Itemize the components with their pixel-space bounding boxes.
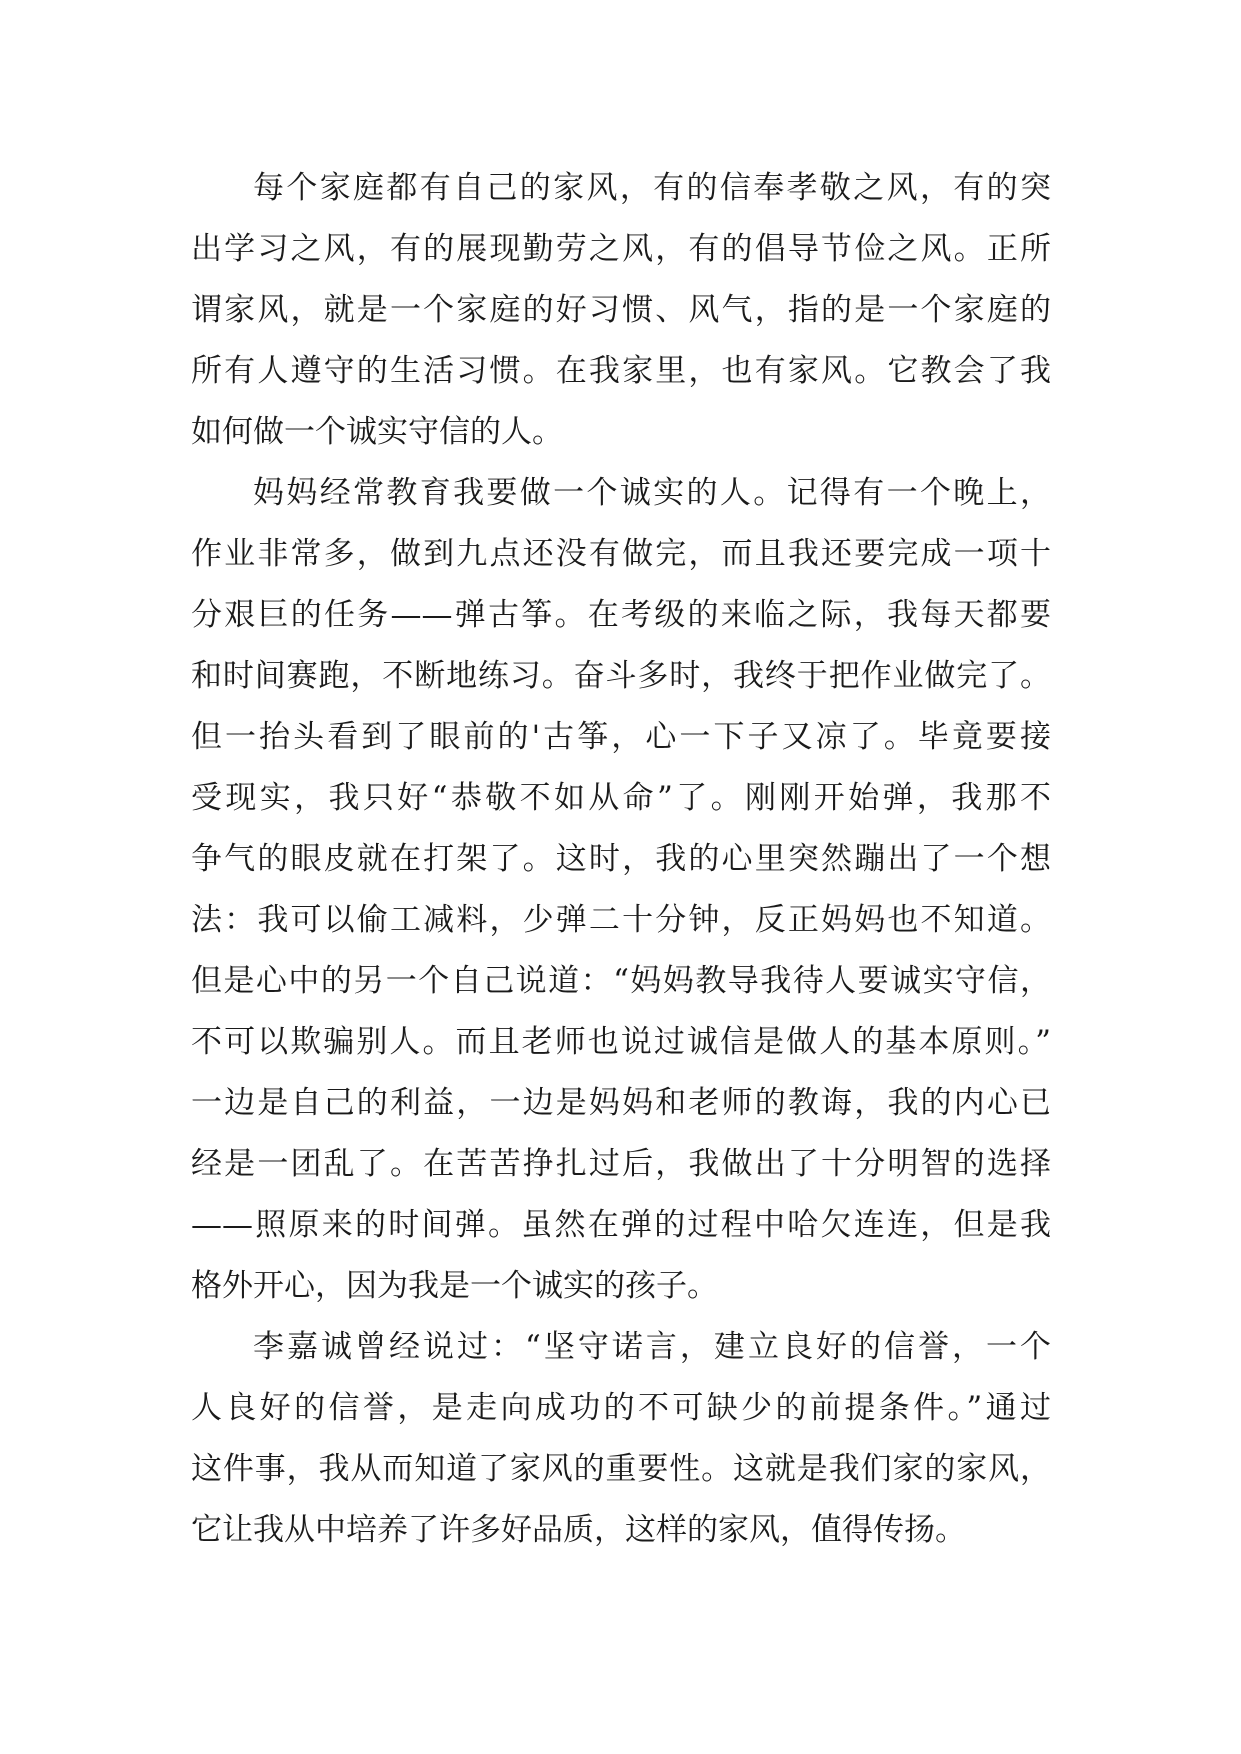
paragraph-line: 这件事，我从而知道了家风的重要性。这就是我们家的家风， [191, 1451, 1051, 1487]
paragraph-line: 每个家庭都有自己的家风，有的信奉孝敬之风，有的突 [253, 170, 1051, 206]
paragraph-line: 妈妈经常教育我要做一个诚实的人。记得有一个晚上， [253, 475, 1051, 511]
paragraph-line: 格外开心，因为我是一个诚实的孩子。 [191, 1268, 718, 1304]
paragraph-line: 争气的眼皮就在打架了。这时，我的心里突然蹦出了一个想 [191, 841, 1051, 877]
paragraph-line: 但是心中的另一个自己说道：“妈妈教导我待人要诚实守信， [191, 963, 1051, 999]
paragraph-2 [191, 463, 1051, 1317]
paragraph-1 [191, 158, 1051, 463]
paragraph-line: 人良好的信誉，是走向成功的不可缺少的前提条件。”通过 [191, 1390, 1051, 1426]
paragraph-line: 不可以欺骗别人。而且老师也说过诚信是做人的基本原则。” [191, 1024, 1051, 1060]
paragraph-line: 经是一团乱了。在苦苦挣扎过后，我做出了十分明智的选择 [191, 1146, 1051, 1182]
paragraph-line: 它让我从中培养了许多好品质，这样的家风，值得传扬。 [191, 1512, 966, 1548]
paragraph-line: 所有人遵守的生活习惯。在我家里，也有家风。它教会了我 [191, 353, 1051, 389]
paragraph-3 [191, 1317, 1051, 1561]
paragraph-line: 谓家风，就是一个家庭的好习惯、风气，指的是一个家庭的 [191, 292, 1051, 328]
paragraph-line: 法：我可以偷工减料，少弹二十分钟，反正妈妈也不知道。 [191, 902, 1051, 938]
paragraph-line: 一边是自己的利益，一边是妈妈和老师的教诲，我的内心已 [191, 1085, 1051, 1121]
paragraph-line: 但一抬头看到了眼前的'古筝，心一下子又凉了。毕竟要接 [191, 719, 1051, 755]
paragraph-line: ——照原来的时间弹。虽然在弹的过程中哈欠连连，但是我 [191, 1207, 1051, 1243]
paragraph-line: 分艰巨的任务——弹古筝。在考级的来临之际，我每天都要 [191, 597, 1051, 633]
paragraph-line: 作业非常多，做到九点还没有做完，而且我还要完成一项十 [191, 536, 1051, 572]
paragraph-line: 和时间赛跑，不断地练习。奋斗多时，我终于把作业做完了。 [191, 658, 1051, 694]
paragraph-line: 李嘉诚曾经说过：“坚守诺言，建立良好的信誉，一个 [253, 1329, 1051, 1365]
paragraph-line: 受现实，我只好“恭敬不如从命”了。刚刚开始弹，我那不 [191, 780, 1051, 816]
paragraph-line: 如何做一个诚实守信的人。 [191, 414, 563, 450]
paragraph-line: 出学习之风，有的展现勤劳之风，有的倡导节俭之风。正所 [191, 231, 1051, 267]
document-body [191, 158, 1051, 1561]
